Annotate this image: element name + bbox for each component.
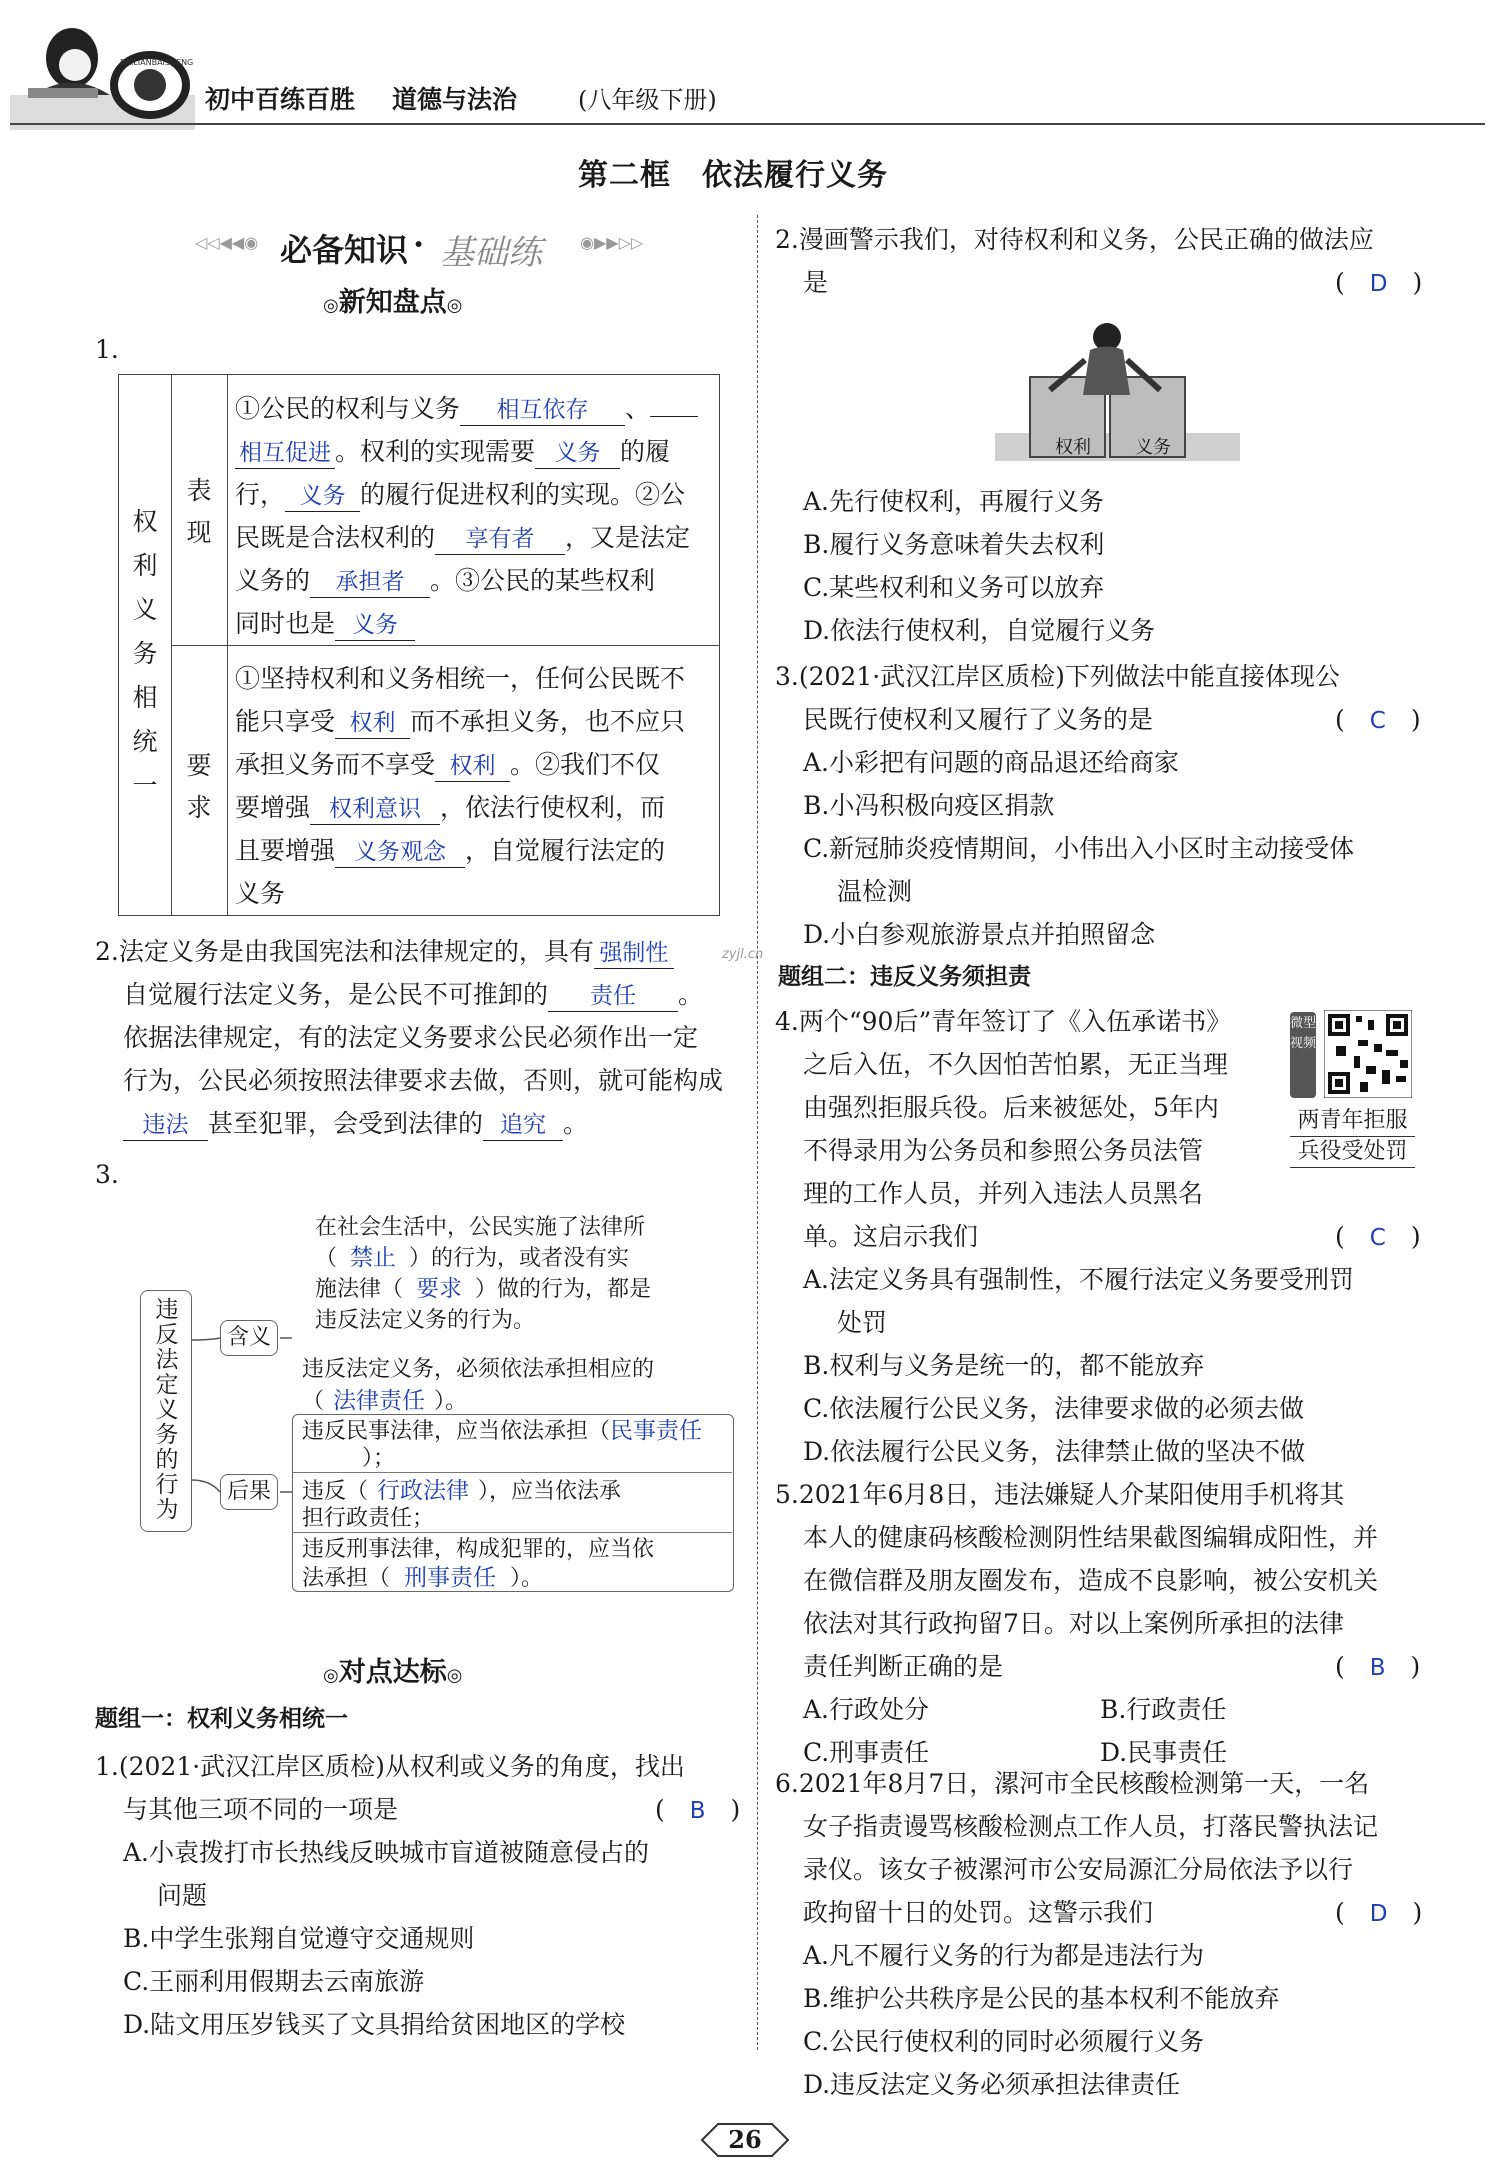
banner-knowledge	[195, 225, 665, 273]
answer-blank: 强制性	[594, 938, 674, 969]
option: A.凡不履行义务的行为都是违法行为	[803, 1941, 1205, 1970]
diagram-root-label: 违 反 法 定 义 务 的 行 为	[155, 1297, 179, 1523]
answer-blank: 责任	[548, 981, 678, 1012]
option: C.公民行使权利的同时必须履行义务	[803, 2027, 1205, 2056]
cartoon-label-rights: 权利	[1055, 437, 1091, 458]
answer-blank: 违法	[123, 1110, 208, 1141]
qr-tag: 微型视频	[1290, 1012, 1316, 1098]
q3-diagram: 违 反 法 定 义 务 的 行 为 含义 后果 在社会生活中，公民实施了法律所 （ 禁止 ）的行为，或者没有实 施法律（ 要求 ）做的行为，都是 违反法定义务的行为。 违反法定义务，必须依法承担相应的 （ 法律责任 ）。 违反民事法律，应当依法承担（民事责任 ）； 违反（ 行政法律 ），应当依法承 担行政责任； 违反刑事法律，构成犯罪的，应当依 法承担（ 刑事责任 ）。	[140, 1200, 740, 1610]
option: B.中学生张翔自觉遵守交通规则	[123, 1924, 475, 1953]
option: B.权利与义务是统一的，都不能放弃	[803, 1351, 1205, 1380]
banner-subtitle: 基础练	[440, 233, 542, 273]
option: C.依法履行公民义务，法律要求做的必须去做	[803, 1394, 1305, 1423]
option: B.小冯积极向疫区捐款	[803, 791, 1055, 820]
answer-choice: C	[1369, 1225, 1386, 1251]
cartoon-illustration-icon	[995, 315, 1240, 465]
answer-blank: 刑事责任	[404, 1565, 497, 1591]
option: D.违反法定义务必须承担法律责任	[803, 2070, 1181, 2099]
answer-choice: B	[689, 1798, 706, 1824]
answer-blank: 追究	[483, 1110, 563, 1141]
cartoon	[995, 315, 1240, 465]
header-logo	[10, 10, 195, 130]
option: B.行政责任	[1100, 1695, 1227, 1724]
option: D.小白参观旅游景点并拍照留念	[803, 920, 1156, 949]
option: A.小彩把有问题的商品退还给商家	[803, 748, 1180, 777]
page-number: 26	[728, 2125, 762, 2154]
qr-caption: 两青年拒服 兵役受处罚	[1290, 1106, 1415, 1168]
group2-heading: 题组二：违反义务须担责	[778, 964, 1031, 990]
header-grade: (八年级下册)	[578, 86, 717, 114]
answer-blank: 行政法律	[377, 1478, 470, 1504]
option: D.陆文用压岁钱买了文具捐给贫困地区的学校	[123, 2010, 626, 2039]
answer-blank: 要求	[416, 1276, 463, 1302]
q3-number: 3.	[95, 1160, 119, 1189]
banner-title: 必备知识	[280, 231, 409, 269]
option: A.先行使权利，再履行义务	[803, 487, 1105, 516]
section-title: 第二框 依法履行义务	[578, 158, 888, 193]
consequence-box: 后果	[220, 1474, 278, 1510]
option: A.法定义务具有强制性，不履行法定义务要受刑罚	[803, 1265, 1355, 1294]
answer-blank: 相互促进	[235, 438, 335, 469]
option: C.王丽利用假期去云南旅游	[123, 1967, 425, 1996]
group1-heading: 题组一：权利义务相统一	[95, 1706, 348, 1732]
answer-blank: 义务观念	[335, 837, 465, 868]
banner-left-arrows-icon: ◁◁◀◀◉	[195, 233, 259, 252]
option: D.依法行使权利，自觉履行义务	[803, 616, 1156, 645]
row1-label: 表 现	[186, 476, 212, 547]
banner-dot: ·	[413, 225, 425, 263]
knowledge-table: 权 利 义 务 相 统 一 表 现 要 求 ①公民的权利与义务 相互依存 、 相互促进 。权利的实现需要 义务 的履 行， 义务 的履行促进权利的实现。②公 民既是合法权利的 享有者 ，又是法定 义务的 承担者 。③公民的某些权利 同时也是 义务 ①坚持权利和义务相统一，任何公民既不 能只享受 权利 而不承担义务，也不应只 承担义务而不享受 权利 。②我们不仅 要增强 权利意识 ，依法行使权利，而 且要增强 义务观念 ，自觉履行法定的 义务	[118, 374, 720, 916]
sub-heading-right-icon: ◎	[446, 1665, 463, 1686]
option: D.民事责任	[1100, 1738, 1228, 1767]
answer-blank: 民事责任	[610, 1418, 703, 1444]
q1-table-number: 1.	[95, 335, 119, 364]
answer-choice: C	[1369, 708, 1386, 734]
answer-blank: 承担者	[310, 567, 430, 598]
sub-heading-left-icon: ◎	[323, 1665, 339, 1686]
option: A.行政处分	[803, 1695, 930, 1724]
option: B.履行义务意味着失去权利	[803, 530, 1105, 559]
answer-blank: 禁止	[350, 1245, 397, 1271]
cartoon-label-duties: 义务	[1135, 437, 1171, 458]
sub-heading-right-icon: ◎	[446, 295, 463, 316]
logo-text: BAILIANBAISHENG	[120, 58, 194, 67]
option: B.维护公共秩序是公民的基本权利不能放弃	[803, 1984, 1280, 2013]
watermark: zyjl.cn	[722, 947, 764, 962]
header-subject: 道德与法治	[392, 85, 518, 114]
option: C.新冠肺炎疫情期间，小伟出入小区时主动接受体	[803, 834, 1355, 863]
option: C.某些权利和义务可以放弃	[803, 573, 1105, 602]
answer-blank: 权利意识	[310, 794, 440, 825]
sub-heading-practice: ◎对点达标◎	[323, 1657, 463, 1688]
option: A.小袁拨打市长热线反映城市盲道被随意侵占的	[123, 1838, 650, 1867]
answer-blank: 义务	[535, 438, 620, 469]
reader-illustration-icon	[10, 10, 195, 130]
option: D.依法履行公民义务，法律禁止做的坚决不做	[803, 1437, 1306, 1466]
answer-blank: 法律责任	[333, 1388, 426, 1414]
header-book-title: 初中百练百胜	[205, 85, 356, 114]
table-vertical-label: 权 利 义 务 相 统 一	[132, 507, 158, 800]
answer-blank: 义务	[285, 481, 360, 512]
meaning-box: 含义	[220, 1320, 278, 1356]
sub-heading-left-icon: ◎	[323, 295, 339, 316]
consequence-content-c0: 违反法定义务，必须依法承担相应的 （ 法律责任 ）。	[302, 1357, 655, 1414]
banner-right-arrows-icon: ◉▶▶▷▷	[580, 233, 644, 252]
column-divider	[757, 215, 758, 2050]
answer-choice: D	[1369, 271, 1388, 297]
answer-blank: 权利	[435, 751, 510, 782]
answer-blank: 权利	[335, 708, 410, 739]
qr-code-icon[interactable]	[1324, 1010, 1412, 1098]
qr-block	[1290, 1010, 1450, 1180]
answer-blank: 义务	[335, 610, 415, 641]
header-rule	[10, 123, 1485, 125]
option: C.刑事责任	[803, 1738, 930, 1767]
answer-blank: 享有者	[435, 524, 565, 555]
answer-choice: D	[1369, 1901, 1388, 1927]
page-number-badge	[700, 2122, 790, 2158]
answer-blank: 相互依存	[460, 395, 625, 426]
sub-heading-new-knowledge: ◎新知盘点◎	[323, 287, 463, 318]
row2-label: 要 求	[186, 751, 212, 822]
answer-choice: B	[1369, 1655, 1386, 1681]
